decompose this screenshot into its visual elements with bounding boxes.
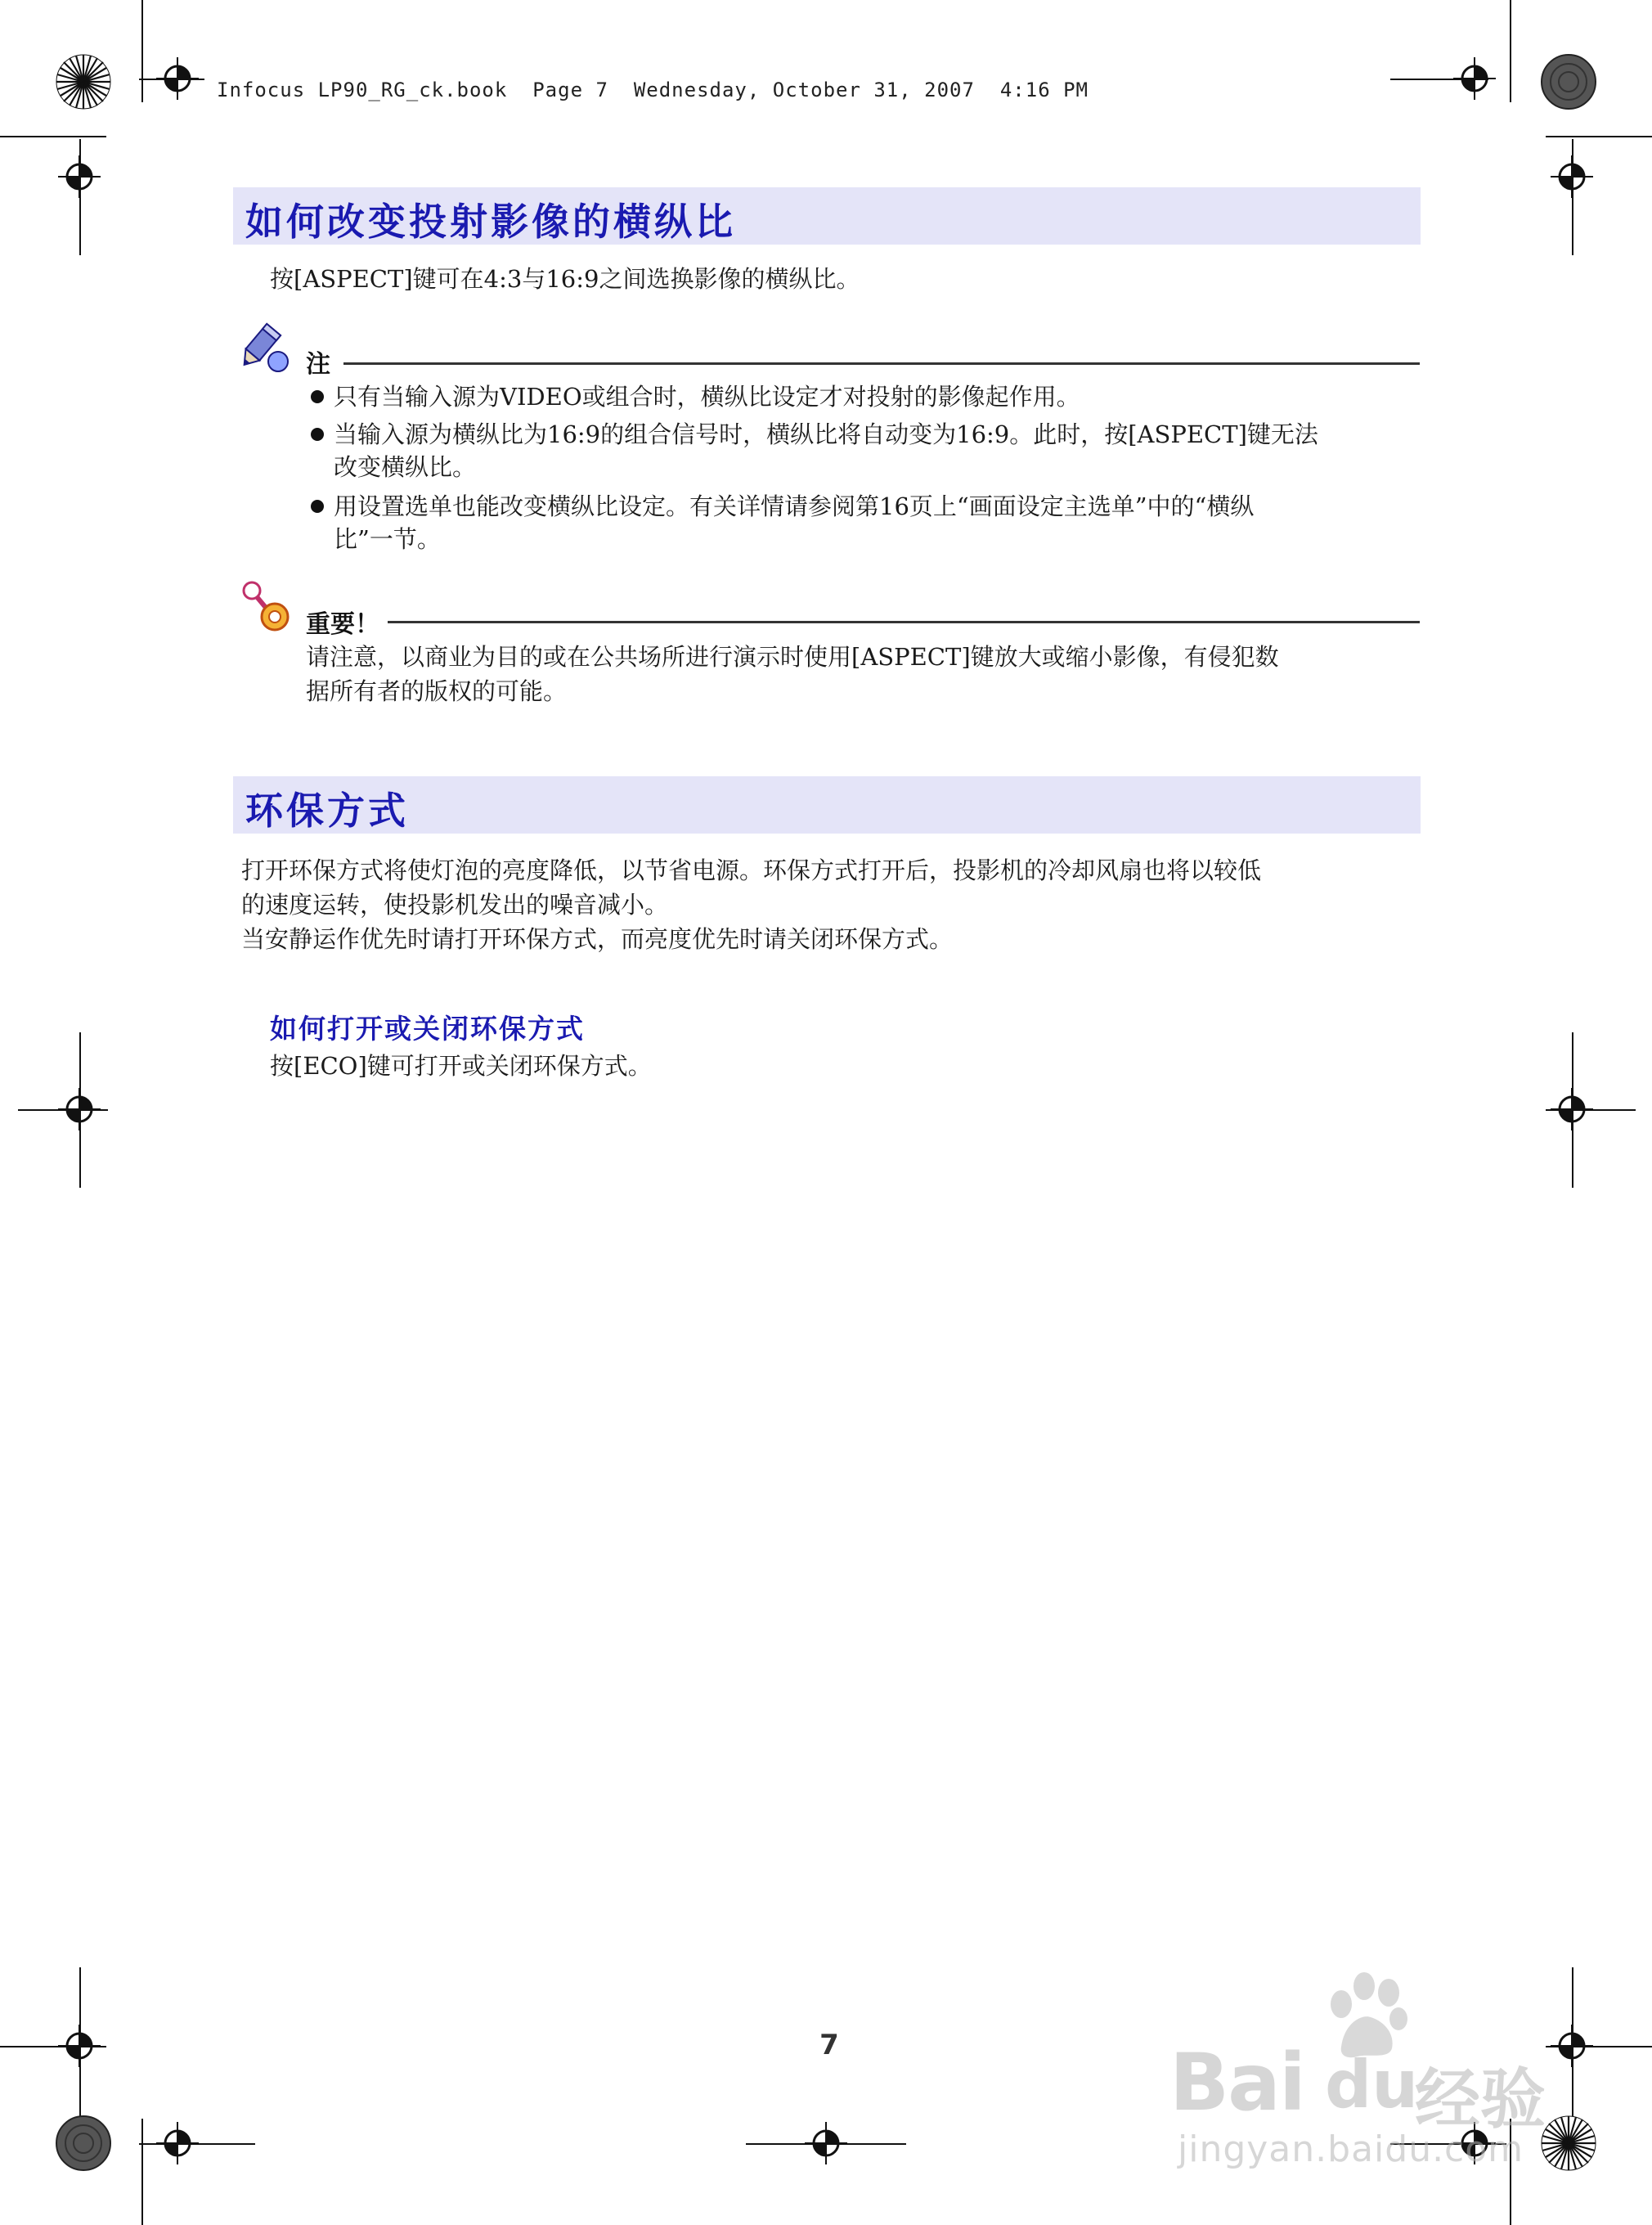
registration-mark-icon (805, 2122, 847, 2164)
print-header: Infocus LP90_RG_ck.book Page 7 Wednesday, October 31, 2007 4:16 PM (217, 79, 1089, 101)
crop-line (141, 0, 143, 102)
eco-subheading: 如何打开或关闭环保方式 (270, 1013, 585, 1045)
watermark-brand: Bai (1169, 2037, 1304, 2128)
registration-mark-icon (1551, 155, 1593, 198)
gray-target-icon (1540, 53, 1597, 110)
note-item-1-line-1: 只有当输入源为VIDEO或组合时，横纵比设定才对投射的影像起作用。 (334, 383, 1080, 411)
section-eco-title-bar (233, 776, 1421, 834)
gray-target-icon (55, 2115, 112, 2172)
registration-mark-icon (1453, 57, 1496, 100)
bullet-dot (311, 428, 324, 441)
eco-paragraph-line-1: 打开环保方式将使灯泡的亮度降低，以节省电源。环保方式打开后，投影机的冷却风扇也将以较低 (241, 856, 1262, 884)
note-item-3-line-2: 比”一节。 (334, 525, 441, 553)
registration-mark-icon (58, 155, 101, 198)
registration-mark-icon (156, 57, 199, 100)
crop-line (141, 2119, 143, 2225)
baidu-watermark (1169, 1971, 1562, 2176)
note-item-2-line-2: 改变横纵比。 (334, 453, 477, 481)
pencil-note-icon (237, 321, 294, 378)
important-rule (388, 621, 1420, 623)
watermark-url: jingyan.baidu.com (1178, 2128, 1524, 2170)
eco-sub-text: 按[ECO]键可打开或关闭环保方式。 (270, 1052, 652, 1080)
sunburst-target-icon (55, 53, 112, 110)
section-aspect-title-bar (233, 187, 1421, 245)
eco-paragraph-line-2: 的速度运转，使投影机发出的噪音减小。 (241, 891, 669, 919)
crop-line (1510, 0, 1511, 102)
crop-line (0, 136, 106, 137)
registration-mark-icon (156, 2122, 199, 2164)
important-label: 重要！ (306, 610, 379, 639)
magnifier-warning-icon (239, 581, 296, 638)
page-number: 7 (819, 2029, 839, 2061)
registration-mark-icon (58, 2025, 101, 2067)
section-aspect-title: 如何改变投射影像的横纵比 (245, 200, 736, 244)
registration-mark-icon (1551, 1088, 1593, 1130)
note-label: 注 (306, 350, 330, 379)
note-item-3-line-1: 用设置选单也能改变横纵比设定。有关详情请参阅第16页上“画面设定主选单”中的“横纵 (334, 492, 1255, 520)
note-rule (343, 362, 1420, 365)
watermark-cn: 经验 (1415, 2061, 1546, 2137)
section-eco-title: 环保方式 (245, 789, 409, 833)
bullet-dot (311, 390, 324, 403)
important-line-2: 据所有者的版权的可能。 (306, 677, 568, 705)
aspect-intro-text: 按[ASPECT]键可在4:3与16:9之间选换影像的横纵比。 (270, 265, 860, 293)
watermark-brand-du: du (1325, 2047, 1419, 2123)
important-line-1: 请注意，以商业为目的或在公共场所进行演示时使用[ASPECT]键放大或缩小影像，有侵犯数 (306, 643, 1279, 671)
bullet-dot (311, 500, 324, 513)
crop-line (1546, 136, 1652, 137)
registration-mark-icon (58, 1088, 101, 1130)
eco-paragraph-line-3: 当安静运作优先时请打开环保方式，而亮度优先时请关闭环保方式。 (241, 925, 954, 953)
note-item-2-line-1: 当输入源为横纵比为16:9的组合信号时，横纵比将自动变为16:9。此时，按[ASPECT]键无法 (334, 420, 1318, 448)
